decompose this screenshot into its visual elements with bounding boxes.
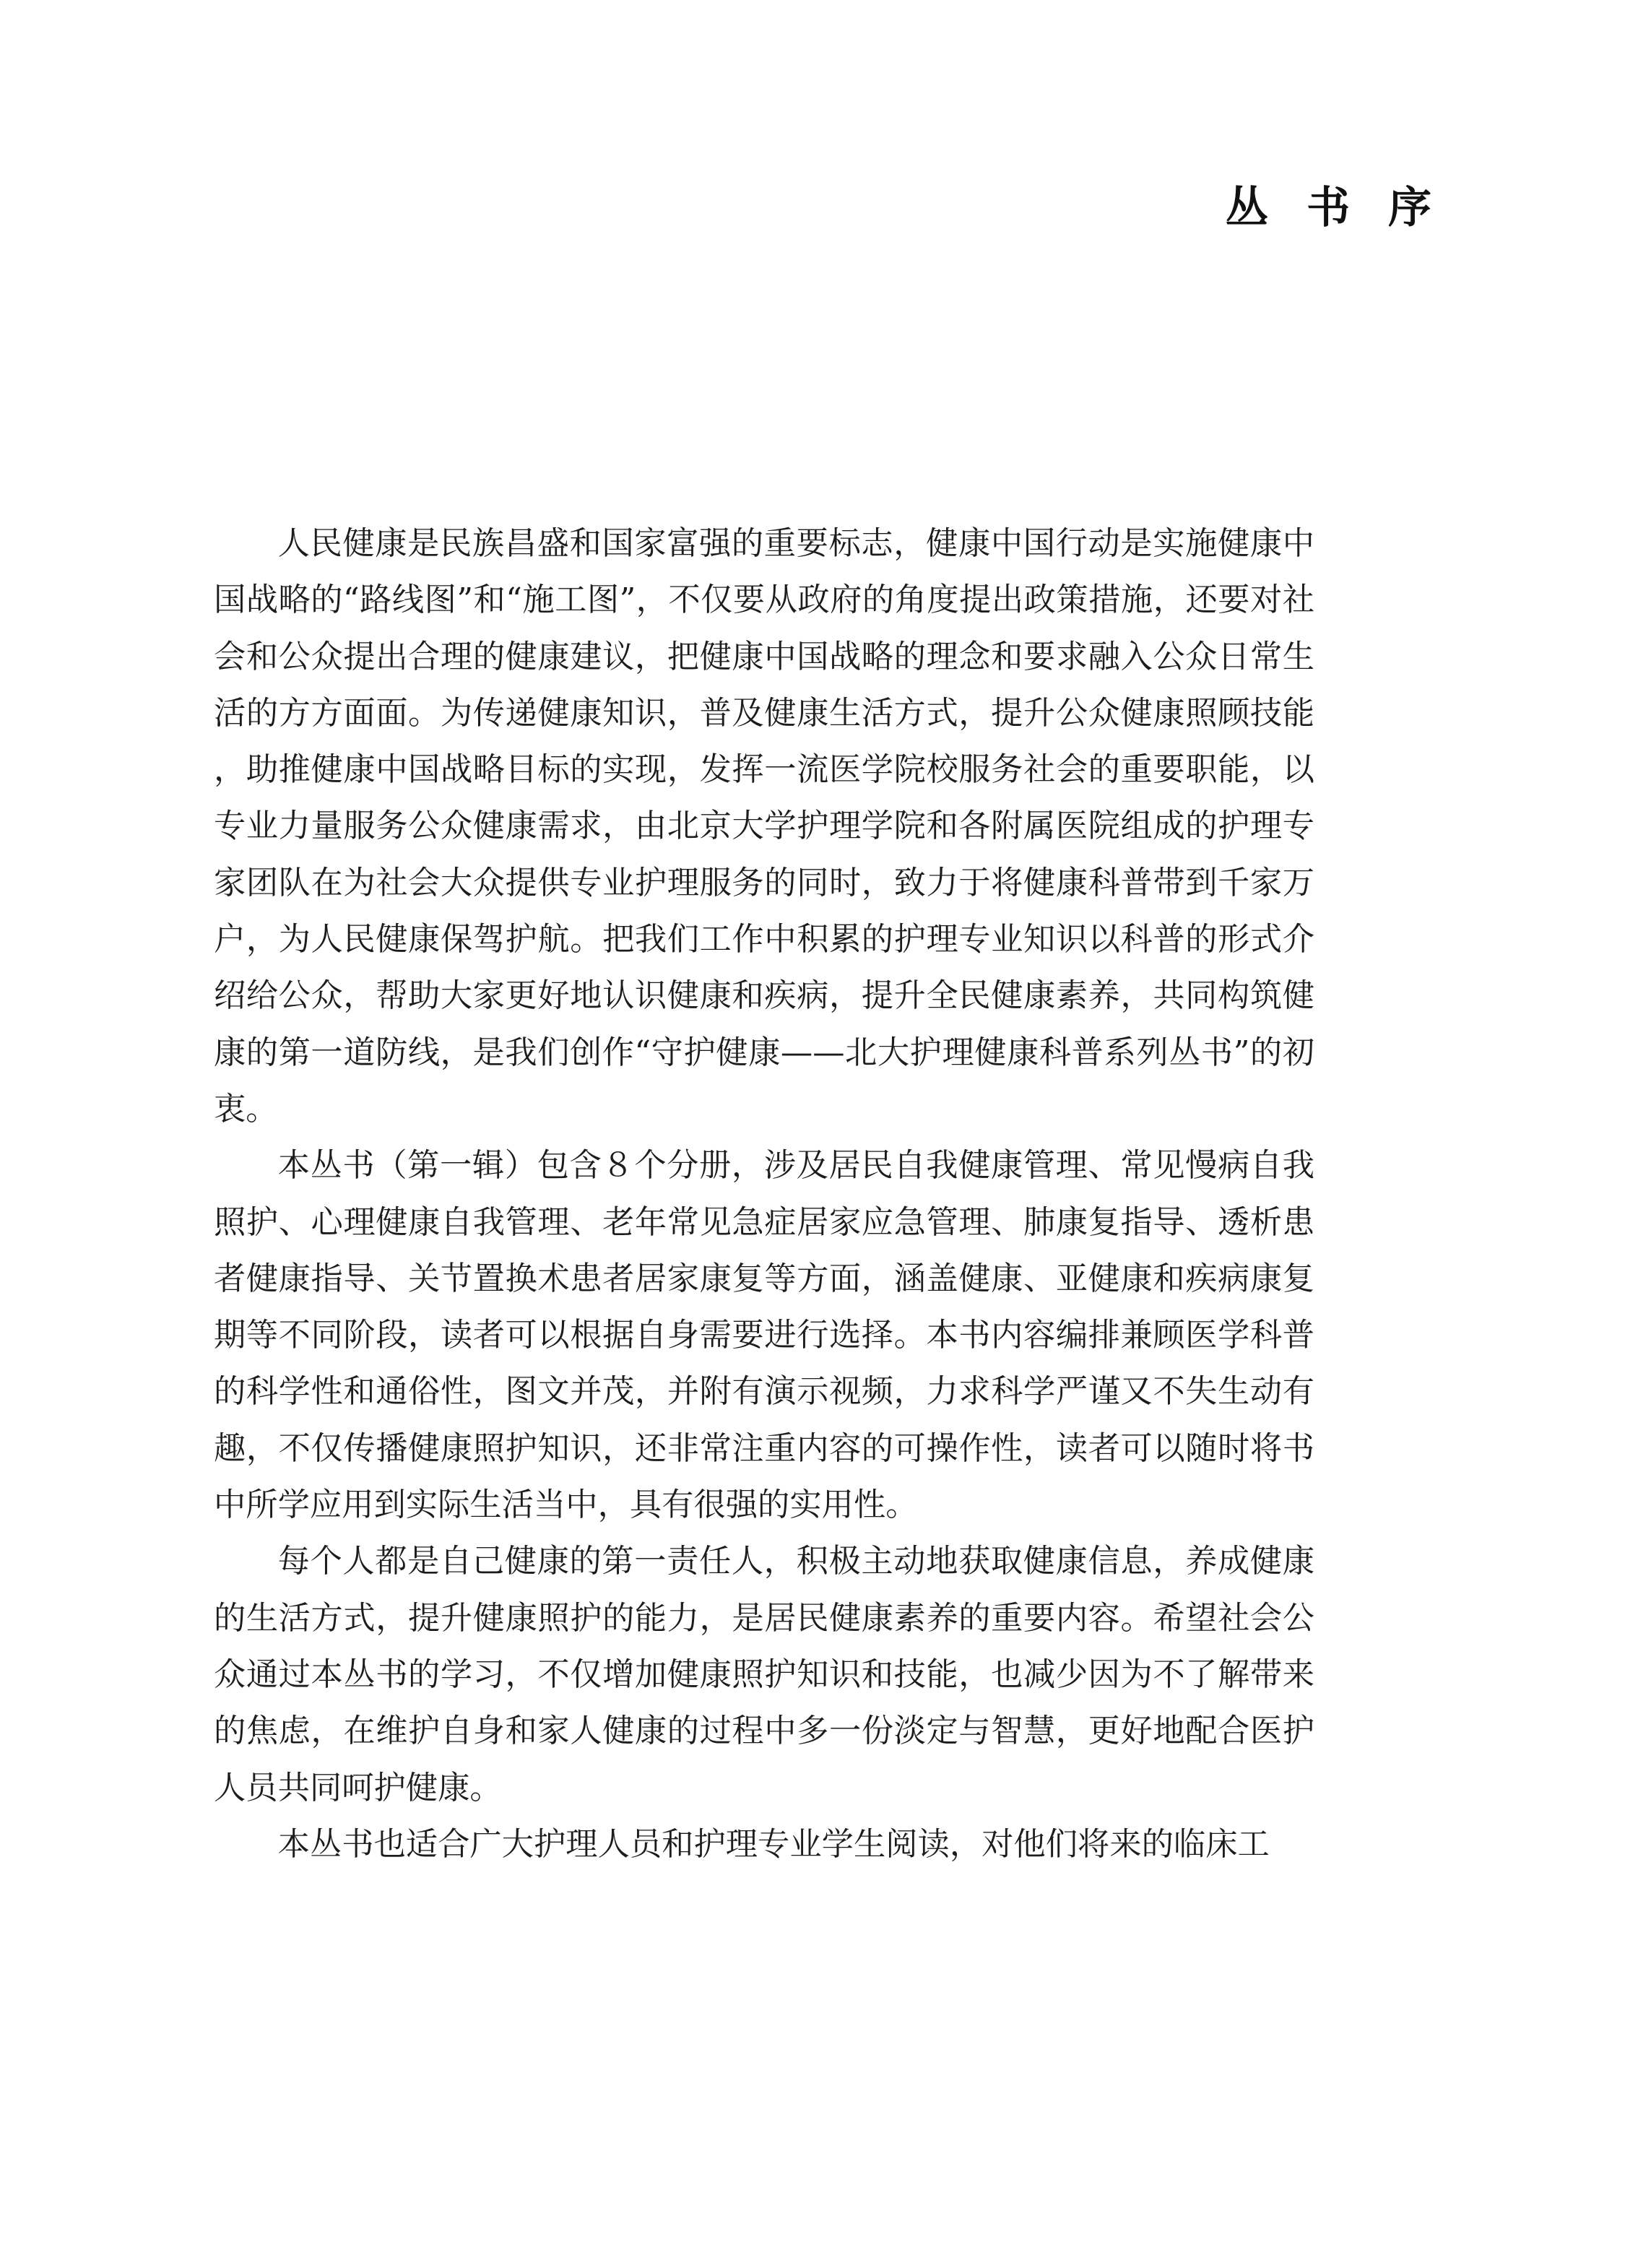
paragraph-3: 每个人都是自己健康的第一责任人，积极主动地获取健康信息，养成健康的生活方式，提升健康照护的能力，是居民健康素养的重要内容。希望社会公众通过本丛书的学习，不仅增加健康照护知识和技能，也减少因为不了解带来的焦虑，在维护自身和家人健康的过程中多一份淡定与智慧，更好地配合医护人员共同呵护健康。 bbox=[214, 1543, 1314, 1806]
paragraph-4: 本丛书也适合广大护理人员和护理专业学生阅读，对他们将来的临床工 bbox=[277, 1825, 1270, 1863]
body-text bbox=[214, 516, 1314, 1873]
paragraph-2: 本丛书（第一辑）包含８个分册，涉及居民自我健康管理、常见慢病自我照护、心理健康自我管理、老年常见急症居家应急管理、肺康复指导、透析患者健康指导、关节置换术患者居家康复等方面，涵盖健康、亚健康和疾病康复期等不同阶段，读者可以根据自身需要进行选择。本书内容编排兼顾医学科普的科学性和通俗性，图文并茂，并附有演示视频，力求科学严谨又不失生动有趣，不仅传播健康照护知识，还非常注重内容的可操作性，读者可以随时将书中所学应用到实际生活当中，具有很强的实用性。 bbox=[214, 1147, 1314, 1524]
paragraph-1: 人民健康是民族昌盛和国家富强的重要标志，健康中国行动是实施健康中国战略的“路线图”和“施工图”，不仅要从政府的角度提出政策措施，还要对社会和公众提出合理的健康建议，把健康中国战略的理念和要求融入公众日常生活的方方面面。为传递健康知识，普及健康生活方式，提升公众健康照顾技能，助推健康中国战略目标的实现，发挥一流医学院校服务社会的重要职能，以专业力量服务公众健康需求，由北京大学护理学院和各附属医院组成的护理专家团队在为社会大众提供专业护理服务的同时，致力于将健康科普带到千家万户，为人民健康保驾护航。把我们工作中积累的护理专业知识以科普的形式介绍给公众，帮助大家更好地认识健康和疾病，提升全民健康素养，共同构筑健康的第一道防线，是我们创作“守护健康——北大护理健康科普系列丛书”的初衷。 bbox=[214, 525, 1314, 1127]
page-title: 丛 书 序 bbox=[1225, 183, 1443, 233]
